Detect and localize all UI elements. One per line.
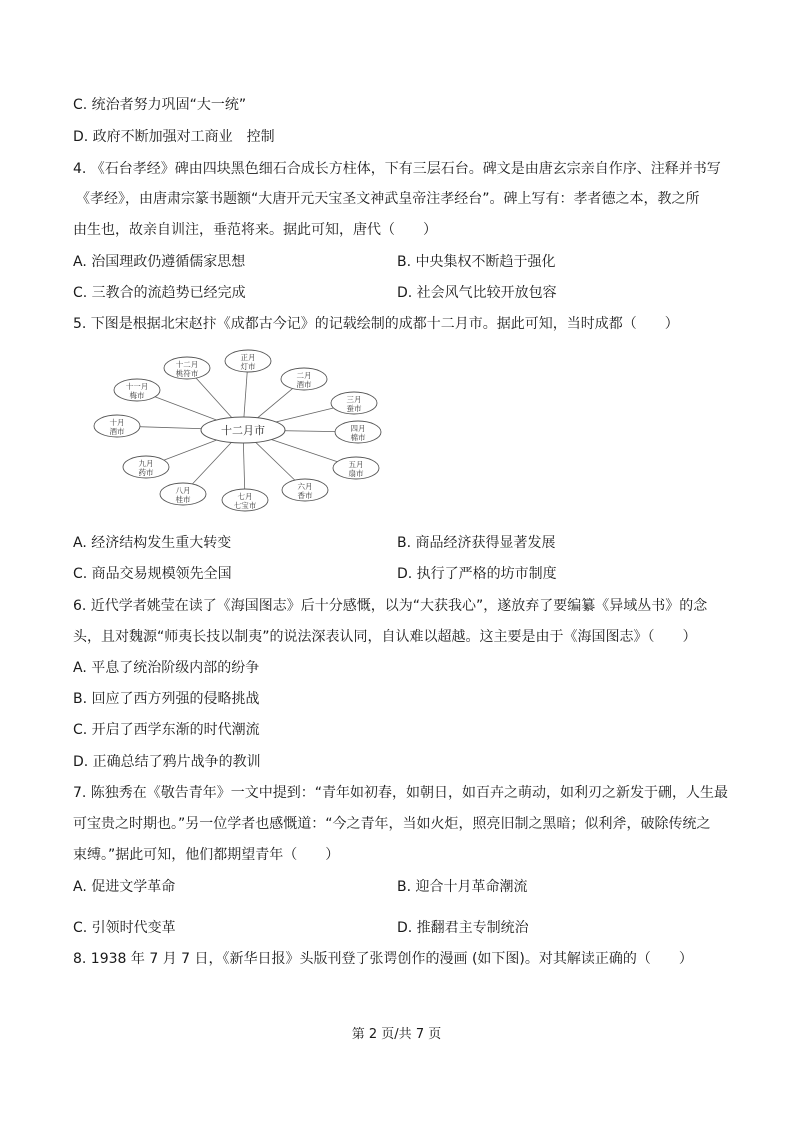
page-number: 第 2 页/共 7 页 — [351, 1027, 442, 1042]
diagram-node-month: 正月 — [240, 353, 256, 362]
diagram-node-market: 棉市 — [350, 433, 366, 442]
diagram-node-month: 七月 — [237, 492, 253, 501]
diagram-node-month: 六月 — [297, 482, 313, 491]
q4-stem-line3: 由生也，故亲自训注，垂范将来。据此可知，唐代（ ） — [73, 222, 437, 238]
q5-options-row1 — [73, 533, 753, 553]
diagram-node-3 — [281, 368, 327, 390]
diagram-node-month: 十二月 — [175, 360, 199, 369]
q4-option-d: D. 社会风气比较开放包容 — [397, 285, 557, 301]
diagram-node-11 — [94, 415, 140, 437]
diagram-node-month: 四月 — [350, 424, 366, 433]
diagram-node-market: 香市 — [297, 491, 313, 500]
q3-option-d: D. 政府不断加强对工商业 控制 — [73, 129, 275, 145]
diagram-node-1 — [164, 357, 210, 379]
q7-stem-line1: 7. 陈独秀在《敬告青年》一文中提到：“青年如初春，如朝日，如百卉之萌动，如利刃之新发于硎，人生最 — [73, 785, 729, 801]
q6-option-d: D. 正确总结了鸦片战争的教训 — [73, 754, 261, 770]
q7-stem-line3: 束缚。”据此可知，他们都期望青年（ ） — [73, 847, 340, 863]
diagram-node-8 — [222, 489, 268, 511]
diagram-node-6 — [333, 457, 379, 479]
diagram-node-month: 十一月 — [125, 382, 149, 391]
q8-stem: 8. 1938 年 7 月 7 日，《新华日报》头版刊登了张谔创作的漫画 (如下图)。对其解读正确的（ ） — [73, 951, 693, 967]
q7-options-row1 — [73, 877, 753, 897]
diagram-node-market: 蚕市 — [346, 404, 362, 413]
diagram-node-5 — [335, 421, 381, 443]
q6-stem-line2: 头，且对魏源“师夷长技以制夷”的说法深表认同，自认难以超越。这主要是由于《海国图志》（ ） — [73, 629, 697, 645]
q4-option-a: A. 治国理政仍遵循儒家思想 — [73, 254, 246, 270]
diagram-node-market: 桂市 — [175, 495, 191, 504]
diagram-node-market: 扇市 — [348, 469, 364, 478]
diagram-node-market: 药市 — [138, 468, 154, 477]
diagram-node-12 — [114, 379, 160, 401]
diagram-node-10 — [123, 456, 169, 478]
diagram-node-month: 五月 — [348, 460, 364, 469]
diagram-node-market: 桃符市 — [175, 369, 199, 378]
q7-option-b: B. 迎合十月革命潮流 — [397, 879, 528, 895]
diagram-node-market: 七宝市 — [233, 501, 257, 510]
diagram-node-7 — [282, 479, 328, 501]
q5-stem: 5. 下图是根据北宋赵抃《成都古今记》的记载绘制的成都十二月市。据此可知，当时成都（ ） — [73, 316, 679, 332]
diagram-node-month: 九月 — [138, 459, 154, 468]
diagram-node-9 — [160, 483, 206, 505]
twelve-month-market-diagram — [76, 348, 421, 518]
diagram-node-month: 二月 — [296, 371, 312, 380]
q7-option-d: D. 推翻君主专制统治 — [397, 920, 529, 936]
q4-option-b: B. 中央集权不断趋于强化 — [397, 254, 556, 270]
diagram-node-market: 梅市 — [129, 391, 145, 400]
diagram-node-market: 酒市 — [109, 427, 125, 436]
q5-option-a: A. 经济结构发生重大转变 — [73, 535, 232, 551]
q5-option-c: C. 商品交易规模领先全国 — [73, 566, 232, 582]
q7-stem-line2: 可宝贵之时期也。”另一位学者也感慨道：“今之青年，当如火炬，照亮旧制之黑暗；似利斧，破除传统之 — [73, 816, 711, 832]
diagram-center-node — [201, 417, 285, 443]
diagram-node-market: 灯市 — [240, 362, 256, 371]
diagram-node-month: 八月 — [175, 486, 191, 495]
diagram-node-month: 三月 — [346, 395, 362, 404]
q7-options-row2 — [73, 918, 753, 938]
diagram-node-month: 十月 — [109, 418, 125, 427]
q4-option-c: C. 三教合的流趋势已经完成 — [73, 285, 246, 301]
q6-option-c: C. 开启了西学东渐的时代潮流 — [73, 722, 260, 738]
q4-options-row1 — [73, 252, 753, 272]
q6-stem-line1: 6. 近代学者姚莹在读了《海国图志》后十分感慨，以为“大获我心”，遂放弃了要编纂《异域丛书》的念 — [73, 598, 708, 614]
diagram-node-2 — [225, 350, 271, 372]
q7-option-c: C. 引领时代变革 — [73, 920, 176, 936]
q3-option-c: C. 统治者努力巩固“大一统” — [73, 97, 247, 113]
q6-option-a: A. 平息了统治阶级内部的纷争 — [73, 660, 260, 676]
q4-options-row2 — [73, 283, 753, 303]
q4-stem-line2: 《孝经》，由唐肃宗篆书题额“大唐开元天宝圣文神武皇帝注孝经台”。碑上写有：孝者德之本，教之所 — [76, 191, 700, 207]
diagram-node-market: 酒市 — [296, 380, 312, 389]
diagram-center-label: 十二月市 — [221, 424, 265, 437]
q7-option-a: A. 促进文学革命 — [73, 879, 176, 895]
q5-option-b: B. 商品经济获得显著发展 — [397, 535, 556, 551]
diagram-node-4 — [331, 392, 377, 414]
q5-option-d: D. 执行了严格的坊市制度 — [397, 566, 557, 582]
q5-options-row2 — [73, 564, 753, 584]
q4-stem-line1: 4. 《石台孝经》碑由四块黑色细石合成长方柱体，下有三层石台。碑文是由唐玄宗亲自作序、注释并书写 — [73, 161, 721, 177]
q6-option-b: B. 回应了西方列强的侵略挑战 — [73, 691, 260, 707]
